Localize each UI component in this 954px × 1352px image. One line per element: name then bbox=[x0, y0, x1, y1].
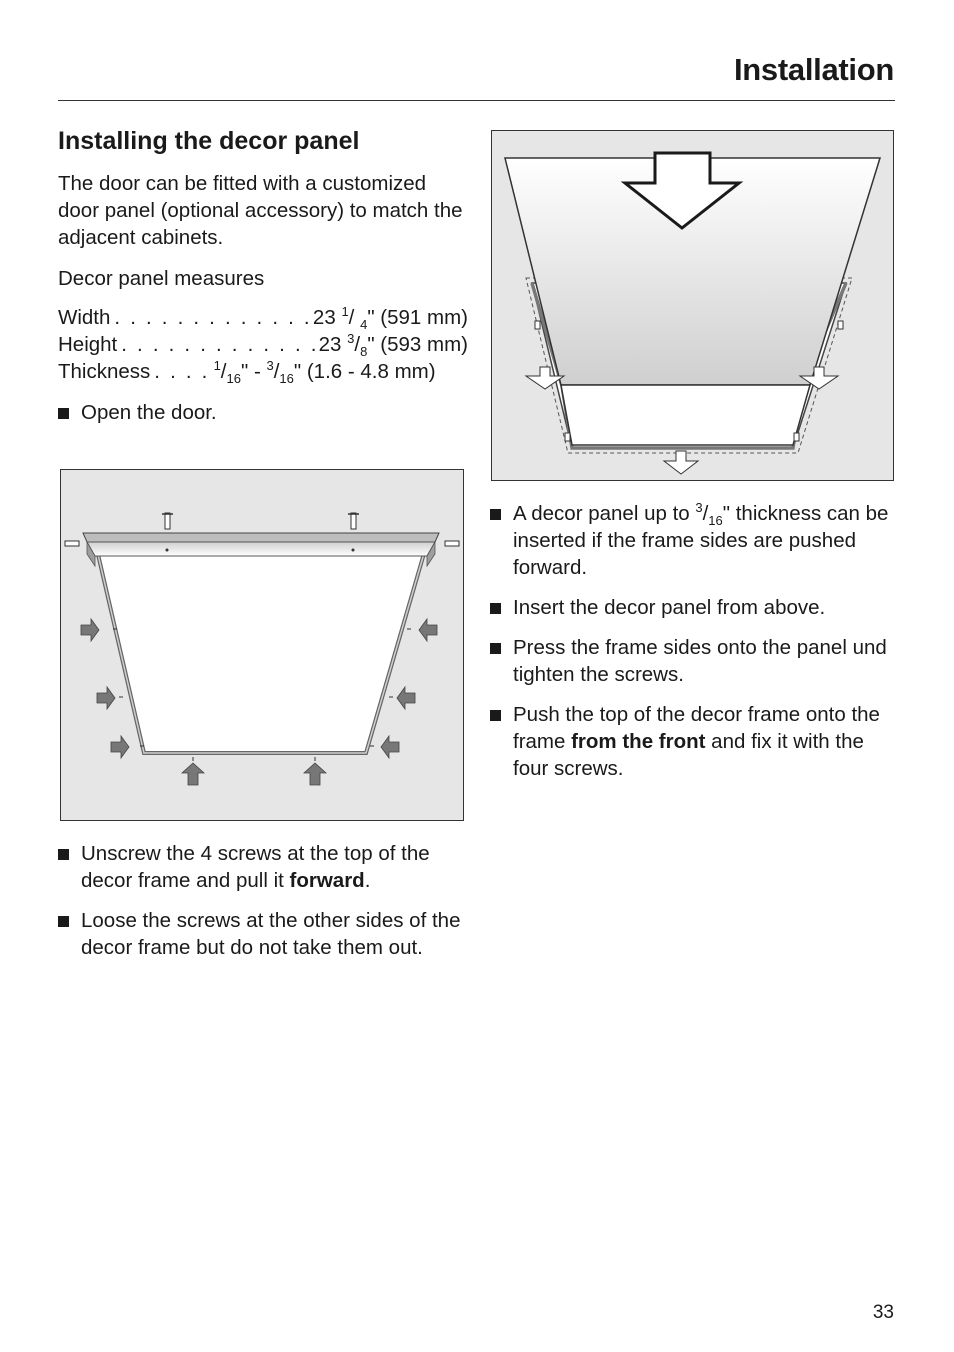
list-item: Push the top of the decor frame onto the frame from the front and fix it with the four screws. bbox=[490, 701, 900, 782]
list-item: Unscrew the 4 screws at the top of the decor frame and pull it forward. bbox=[58, 840, 468, 894]
arrow-up-icon bbox=[182, 763, 326, 785]
insert-panel-illustration bbox=[491, 130, 894, 481]
decor-frame-illustration bbox=[60, 469, 464, 821]
bullet-icon bbox=[490, 603, 501, 614]
decor-frame-top bbox=[83, 533, 439, 542]
measure-thickness: Thickness . . . . $^1/_{16}$" - $^3/_{16}$" (1.6 - 4.8 mm) bbox=[58, 358, 436, 387]
insert-panel-drawing bbox=[492, 131, 893, 480]
left-column bbox=[58, 124, 468, 439]
bullet-icon bbox=[58, 916, 69, 927]
measures-table bbox=[58, 304, 468, 385]
screw-icon bbox=[65, 541, 79, 546]
intro-paragraph: The door can be fitted with a customized door panel (optional accessory) to match the adjacent cabinets. bbox=[58, 172, 463, 249]
page-number: 33 bbox=[872, 1302, 894, 1323]
list-item: Press the frame sides onto the panel und tighten the screws. bbox=[490, 634, 900, 688]
list-item: A decor panel up to $^3/_{16}$" thickness can be inserted if the frame sides are pushed forward. bbox=[490, 500, 900, 581]
screw-icon bbox=[162, 513, 173, 529]
step-list-open bbox=[58, 399, 468, 426]
screw-icon bbox=[348, 513, 359, 529]
list-item: Open the door. bbox=[58, 399, 468, 426]
list-item: Insert the decor panel from above. bbox=[490, 594, 900, 621]
bullet-icon bbox=[490, 710, 501, 721]
title-divider bbox=[58, 100, 895, 101]
bullet-icon bbox=[490, 509, 501, 520]
bullet-icon bbox=[58, 849, 69, 860]
measures-label: Decor panel measures bbox=[58, 267, 265, 290]
step-list-right bbox=[490, 500, 900, 782]
list-item: Loose the screws at the other sides of the decor frame but do not take them out. bbox=[58, 907, 468, 961]
measure-height: Height . . . . . . . . . . . . . 23 $^3/_8$" (593 mm) bbox=[58, 331, 468, 360]
screw-icon bbox=[445, 541, 459, 546]
section-heading: Installing the decor panel bbox=[58, 127, 360, 155]
right-steps-column bbox=[490, 500, 900, 795]
bullet-icon bbox=[58, 408, 69, 419]
measure-width: Width . . . . . . . . . . . . . 23 $^1$/ $_4$" (591 mm) bbox=[58, 304, 468, 333]
left-steps-column bbox=[58, 840, 468, 974]
bullet-icon bbox=[490, 643, 501, 654]
decor-frame-drawing bbox=[61, 470, 463, 820]
step-list-left bbox=[58, 840, 468, 961]
page-title: Installation bbox=[733, 52, 894, 87]
